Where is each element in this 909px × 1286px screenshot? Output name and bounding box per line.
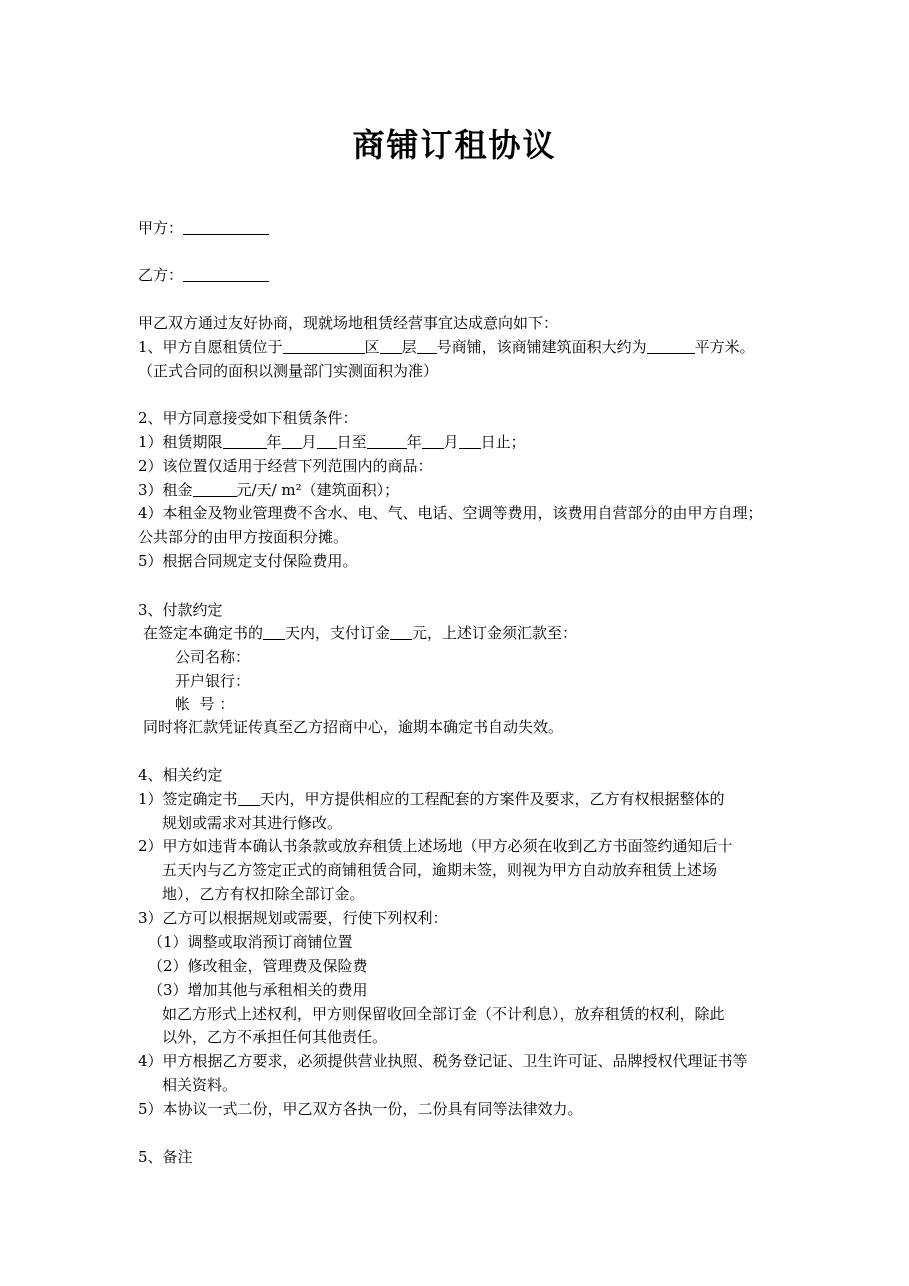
s4-item-3-sub-3: （3）增加其他与承租相关的费用: [148, 981, 368, 999]
s2i1-text-3: 月: [301, 433, 317, 451]
area-blank[interactable]: [647, 338, 695, 354]
fax-notice: 同时将汇款凭证传真至乙方招商中心，逾期本确定书自动失效。: [143, 718, 564, 736]
s4i1-text-2: 天内，甲方提供相应的工程配套的方案件及要求，乙方有权根据整体的: [259, 790, 725, 808]
start-month-blank[interactable]: [282, 433, 302, 449]
s4-item-2-cont-1: 五天内与乙方签定正式的商铺租赁合同，逾期未签，则视为甲方自动放弃租赁上述场: [162, 861, 718, 879]
s2i1-text-7: 日止；: [480, 433, 526, 451]
floor-blank[interactable]: [417, 338, 437, 354]
fees-line: 4）本租金及物业管理费不含水、电、气、电话、空调等费用，该费用自营部分的由甲方自理；: [138, 504, 763, 522]
s4-item-1: [138, 789, 725, 809]
s4-item-4: 4）甲方根据乙方要求，必须提供营业执照、税务登记证、卫生许可证、品牌授权代理证书等: [138, 1052, 748, 1070]
end-year-blank[interactable]: [367, 433, 407, 449]
section-5-heading: 5、备注: [138, 1148, 193, 1166]
s4-item-4-cont: 相关资料。: [162, 1076, 238, 1094]
s4-item-3-sub-1: （1）调整或取消预订商铺位置: [148, 933, 353, 951]
s4-item-3-note-2: 以外，乙方不承担任何其他责任。: [162, 1028, 388, 1046]
party-b-label: 乙方：: [138, 266, 184, 284]
s4-item-2-cont-2: 地），乙方有权扣除全部订金。: [162, 885, 365, 903]
s1-text-1: 1、甲方自愿租赁位于: [138, 338, 283, 356]
s2i1-text-4: 日至: [336, 433, 367, 451]
s2i3-text-2: 元/天/ m²（建筑面积）；: [236, 481, 400, 499]
s4-item-5: 5）本协议一式二份，甲乙双方各执一份，二份具有同等法律效力。: [138, 1100, 583, 1118]
rent-blank[interactable]: [193, 481, 237, 497]
document-title: 商铺订租协议: [352, 126, 557, 164]
insurance-line: 5）根据合同规定支付保险费用。: [138, 552, 358, 570]
s2i3-text-1: 3）租金: [138, 481, 193, 499]
s3-text-2: 天内，支付订金: [285, 624, 391, 642]
s1-text-4: 号商铺，该商铺建筑面积大约为: [436, 338, 647, 356]
payment-line: [143, 623, 577, 643]
s4-item-2: 2）甲方如违背本确认书条款或放弃租赁上述场地（甲方必须在收到乙方书面签约通知后十: [138, 837, 733, 855]
zone-blank[interactable]: [380, 338, 402, 354]
end-day-blank[interactable]: [459, 433, 481, 449]
s3-text-3: 元，上述订金须汇款至：: [412, 624, 578, 642]
s1-text-5: 平方米。: [694, 338, 755, 356]
party-a-line: [138, 218, 269, 238]
plan-days-blank[interactable]: [238, 790, 260, 806]
party-b-blank[interactable]: [183, 266, 269, 282]
s1-text-3: 层: [401, 338, 417, 356]
s4i1-text-1: 1）签定确定书: [138, 790, 238, 808]
location-blank[interactable]: [283, 338, 365, 354]
deposit-blank[interactable]: [390, 624, 412, 640]
s2i1-text-6: 月: [443, 433, 459, 451]
start-year-blank[interactable]: [223, 433, 267, 449]
lease-term-line: [138, 432, 526, 452]
s2i1-text-2: 年: [266, 433, 282, 451]
section-4-heading: 4、相关约定: [138, 766, 223, 784]
account-label: 帐 号 ：: [175, 695, 235, 713]
s4-item-3-sub-2: （2）修改租金，管理费及保险费: [148, 957, 368, 975]
section-2-heading: 2、甲方同意接受如下租赁条件：: [138, 409, 358, 427]
end-month-blank[interactable]: [422, 433, 444, 449]
start-day-blank[interactable]: [317, 433, 337, 449]
s1-text-2: 区: [364, 338, 380, 356]
s4-item-3: 3）乙方可以根据规划或需要，行使下列权利：: [138, 909, 448, 927]
payment-days-blank[interactable]: [263, 624, 285, 640]
s4-item-1-cont: 规划或需求对其进行修改。: [162, 814, 343, 832]
rent-line: [138, 480, 399, 500]
party-b-line: [138, 265, 269, 285]
s2i1-text-1: 1）租赁期限: [138, 433, 223, 451]
section-1-line: [138, 337, 755, 357]
s3-text-1: 在签定本确定书的: [143, 624, 264, 642]
party-a-blank[interactable]: [183, 219, 269, 235]
usage-scope-line: 2）该位置仅适用于经营下列范围内的商品：: [138, 457, 433, 475]
s2i1-text-5: 年: [406, 433, 422, 451]
section-3-heading: 3、付款约定: [138, 601, 223, 619]
bank-label: 开户银行：: [175, 672, 251, 690]
company-name-label: 公司名称：: [175, 648, 251, 666]
fees-line-cont: 公共部分的由甲方按面积分摊。: [138, 528, 349, 546]
intro-text: 甲乙双方通过友好协商，现就场地租赁经营事宜达成意向如下：: [138, 314, 559, 332]
section-1-note: （正式合同的面积以测量部门实测面积为准）: [138, 362, 439, 380]
party-a-label: 甲方：: [138, 219, 184, 237]
s4-item-3-note-1: 如乙方形式上述权利，甲方则保留收回全部订金（不计利息），放弃租赁的权利，除此: [162, 1005, 725, 1023]
